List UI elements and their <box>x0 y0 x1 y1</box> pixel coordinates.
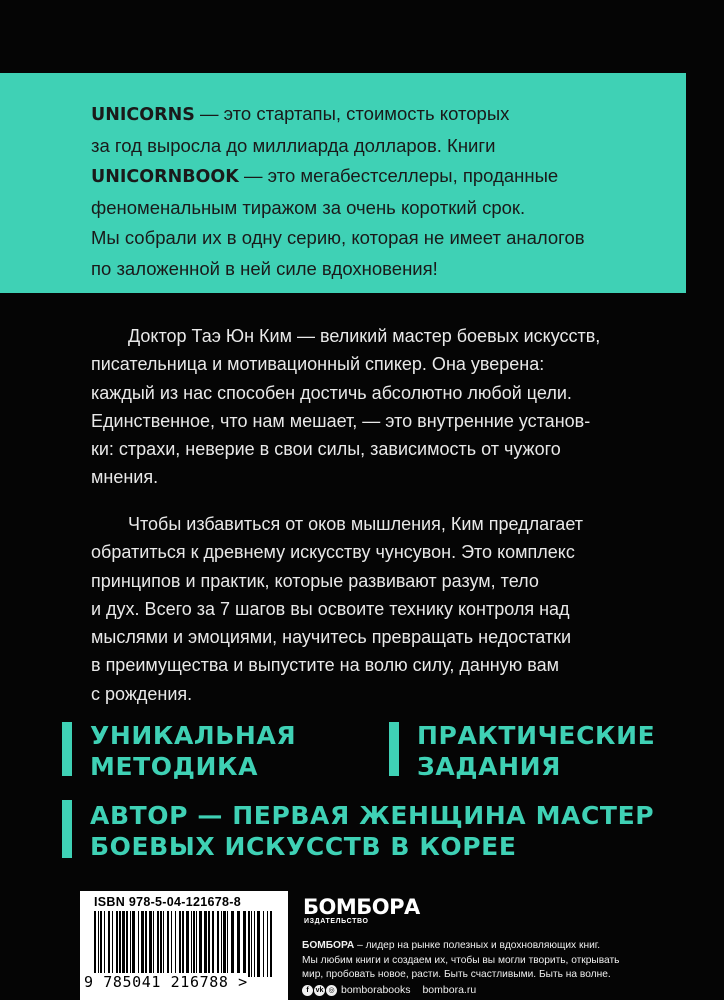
vk-icon[interactable]: vk <box>315 986 324 994</box>
description-paragraph-1 <box>91 322 666 492</box>
barcode-bar <box>263 911 264 977</box>
barcode-bar <box>119 911 121 977</box>
series-brand-unicornbook: UNICORNBOOK <box>91 167 239 187</box>
intro-line-5: Мы собрали их в одну серию, которая не имеет аналогов <box>91 227 585 248</box>
barcode-bar <box>138 911 139 977</box>
barcode-bar <box>191 911 192 977</box>
barcode-bar <box>171 911 172 977</box>
barcode-bar <box>112 911 113 977</box>
facebook-icon[interactable]: f <box>302 985 313 996</box>
barcode-bar <box>248 911 250 977</box>
social-handle[interactable]: bomborabooks <box>341 984 411 997</box>
publisher-contacts <box>302 984 476 998</box>
barcode-bar <box>175 911 176 977</box>
description-paragraph-2 <box>91 510 666 708</box>
barcode-bar <box>130 911 131 977</box>
feature-line: МЕТОДИКА <box>90 752 259 781</box>
isbn-barcode <box>80 891 288 1000</box>
barcode-bar <box>193 911 195 977</box>
feature-line: УНИКАЛЬНАЯ <box>90 721 297 750</box>
barcode-bar <box>153 911 154 977</box>
publisher-line-2: Мы любим книги и создаем их, чтобы вы могли творить, открывать <box>302 954 620 966</box>
barcode-bar <box>267 911 268 977</box>
instagram-icon[interactable]: ◎ <box>326 985 337 996</box>
feature-author-first-woman <box>90 800 654 862</box>
feature-line: ПРАКТИЧЕСКИЕ <box>417 721 656 750</box>
intro-line-6: по заложенной в ней силе вдохновения! <box>91 257 438 279</box>
feature-line: АВТОР — ПЕРВАЯ ЖЕНЩИНА МАСТЕР <box>90 801 655 830</box>
barcode-bar <box>98 911 99 977</box>
barcode-bar <box>182 911 184 977</box>
publisher-line-1: – лидер на рынке полезных и вдохновляющих книг. <box>354 940 601 951</box>
publisher-website[interactable]: bombora.ru <box>422 984 477 997</box>
intro-line-2: за год выросла до миллиарда долларов. Книги <box>91 134 496 156</box>
barcode-bar <box>141 911 144 977</box>
barcode-bar <box>227 911 228 977</box>
barcode-bar <box>204 911 207 977</box>
desc-line: ки: страхи, неверие в свои силы, зависимость от чужого <box>91 439 561 460</box>
barcode-bar <box>243 911 246 977</box>
barcode-bar <box>212 911 214 977</box>
barcode-bar <box>145 911 147 977</box>
publisher-description <box>302 939 722 983</box>
barcode-bars <box>86 911 282 981</box>
publisher-logo: БОМБОРА <box>303 895 420 919</box>
barcode-bar <box>179 911 181 977</box>
barcode-bar <box>199 911 202 977</box>
desc-line: Доктор Таэ Юн Ким — великий мастер боевых искусств, <box>128 326 601 346</box>
barcode-bar <box>108 911 110 977</box>
barcode-bar <box>257 911 260 977</box>
barcode-bar <box>116 911 118 977</box>
barcode-bar <box>167 911 169 977</box>
feature-practical-tasks <box>417 720 655 782</box>
feature-line: ЗАДАНИЯ <box>417 752 562 781</box>
barcode-bar <box>149 911 152 977</box>
barcode-bar <box>163 911 164 977</box>
desc-line: с рождения. <box>91 683 193 704</box>
intro-line-4: феноменальным тиражом за очень короткий срок. <box>91 196 526 218</box>
desc-line: Чтобы избавиться от оков мышления, Ким предлагает <box>128 514 583 534</box>
intro-line-1: — это стартапы, стоимость которых <box>194 103 510 124</box>
barcode-bar <box>223 911 226 977</box>
desc-line: Единственное, что нам мешает, — это внутренние установ- <box>91 410 591 431</box>
publisher-logo-subtitle: ИЗДАТЕЛЬСТВО <box>304 918 369 925</box>
barcode-bar <box>254 911 255 977</box>
barcode-bar <box>196 911 197 977</box>
barcode-bar <box>100 911 102 977</box>
feature-unique-method <box>90 720 296 782</box>
feature-accent-bar <box>62 722 72 776</box>
barcode-bar <box>94 911 96 977</box>
isbn-label: ISBN 978-5-04-121678-8 <box>94 895 241 909</box>
publisher-line-3: мир, пробовать новое, расти. Быть счастливыми. Быть на волне. <box>302 969 611 980</box>
desc-line: и дух. Всего за 7 шагов вы освоите технику контроля над <box>91 598 570 619</box>
publisher-name: БОМБОРА <box>302 940 355 951</box>
desc-line: в преимущества и выпустите на волю силу, данную вам <box>91 655 559 676</box>
barcode-bar <box>126 911 128 977</box>
feature-accent-bar <box>389 722 399 776</box>
barcode-bar <box>270 911 272 977</box>
series-brand-unicorns: UNICORNS <box>91 105 195 125</box>
desc-line: обратиться к древнему искусству чунсувон. Это комплекс <box>91 542 575 563</box>
barcode-bar <box>157 911 159 977</box>
desc-line: писательница и мотивационный спикер. Она уверена: <box>91 354 545 375</box>
barcode-bar <box>208 911 210 977</box>
desc-line: принципов и практик, которые развивают разум, тело <box>91 570 539 591</box>
barcode-bar <box>122 911 125 977</box>
feature-accent-bar <box>62 800 72 858</box>
barcode-number: 9 785041 216788 > <box>84 973 248 991</box>
barcode-bar <box>132 911 135 977</box>
desc-line: каждый из нас способен достичь абсолютно любой цели. <box>91 382 572 403</box>
intro-line-3: — это мегабестселлеры, проданные <box>238 165 559 186</box>
barcode-bar <box>237 911 240 977</box>
desc-line: мыслями и эмоциями, научитесь превращать недостатки <box>91 627 572 648</box>
feature-line: БОЕВЫХ ИСКУССТВ В КОРЕЕ <box>90 832 517 861</box>
barcode-bar <box>221 911 222 977</box>
desc-line: мнения. <box>91 467 159 488</box>
barcode-bar <box>186 911 189 977</box>
barcode-bar <box>251 911 252 977</box>
series-info-text <box>91 99 681 284</box>
barcode-bar <box>217 911 219 977</box>
barcode-bar <box>160 911 162 977</box>
barcode-bar <box>104 911 105 977</box>
barcode-bar <box>231 911 234 977</box>
